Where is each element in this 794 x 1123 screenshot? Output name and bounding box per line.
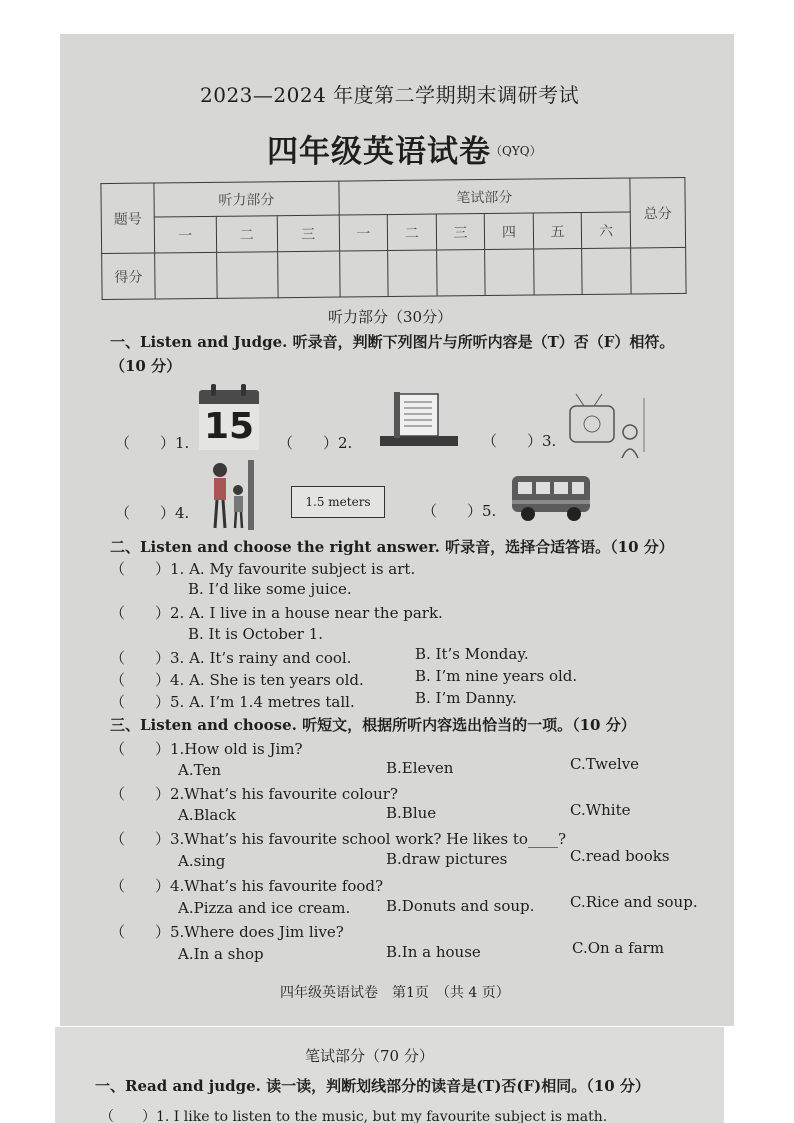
- part3-title: 三、Listen and choose. 听短文，根据所听内容选出恰当的一项。（10 分）: [110, 716, 636, 734]
- part2-q4-a: （ ）4. A. She is ten years old.: [110, 671, 364, 689]
- score-cell[interactable]: [155, 252, 217, 299]
- part3-q1-option-c: C.Twelve: [570, 755, 640, 773]
- score-col-l2: 二: [216, 216, 278, 253]
- part3-q5: （ ）5.Where does Jim live?: [110, 923, 344, 941]
- part1-item-1[interactable]: （ ）1.: [115, 434, 190, 452]
- notebook-on-desk-icon: [378, 388, 460, 452]
- score-cell[interactable]: [278, 251, 340, 298]
- score-col-w4: 四: [484, 213, 533, 250]
- score-table-score-label: 得分: [102, 253, 155, 300]
- part3-q3-option-b: B.draw pictures: [386, 850, 508, 868]
- part2-q4-b: B. I’m nine years old.: [415, 667, 578, 685]
- part3-q4: （ ）4.What’s his favourite food?: [110, 877, 384, 895]
- measuring-height-icon: [206, 458, 260, 532]
- score-cell[interactable]: [216, 252, 278, 299]
- exam-page-1: [60, 34, 734, 1026]
- kids-watching-tv-icon: [564, 392, 654, 462]
- part3-q1: （ ）1.How old is Jim?: [110, 740, 303, 758]
- score-cell[interactable]: [485, 249, 534, 296]
- part3-q5-option-b: B.In a house: [386, 943, 481, 961]
- score-col-w2: 二: [387, 214, 436, 251]
- part1-item-2[interactable]: （ ）2.: [278, 434, 353, 452]
- score-cell[interactable]: [339, 251, 388, 298]
- score-cell[interactable]: [631, 247, 686, 294]
- part2-q3-a: （ ）3. A. It’s rainy and cool.: [110, 649, 352, 667]
- writing-heading: 笔试部分（70 分）: [305, 1047, 434, 1065]
- paper-title: 四年级英语试卷: [267, 134, 491, 170]
- part3-q3-option-c: C.read books: [570, 847, 670, 865]
- part1-title: 一、Listen and Judge. 听录音，判断下列图片与所听内容是（T）否（F）相符。（10 分）: [110, 333, 675, 375]
- score-cell[interactable]: [582, 248, 631, 295]
- part3-q4-option-b: B.Donuts and soup.: [386, 897, 535, 915]
- part3-q2: （ ）2.What’s his favourite colour?: [110, 785, 398, 803]
- score-col-l1: 一: [154, 216, 216, 253]
- part3-q2-option-a: A.Black: [178, 806, 236, 824]
- part2-q1-b: B. I’d like some juice.: [188, 580, 352, 598]
- part3-q4-option-c: C.Rice and soup.: [570, 893, 698, 911]
- score-table-listening-label: 听力部分: [154, 181, 339, 217]
- part2-q2-a: （ ）2. A. I live in a house near the park.: [110, 604, 443, 622]
- score-col-w1: 一: [339, 215, 388, 252]
- score-table: [100, 177, 686, 300]
- score-table-writing-label: 笔试部分: [338, 178, 630, 215]
- score-cell[interactable]: [436, 250, 485, 297]
- part2-q3-b: B. It’s Monday.: [415, 645, 529, 663]
- part3-q2-option-b: B.Blue: [386, 804, 437, 822]
- score-table-total-label: 总分: [630, 177, 686, 248]
- page-footer: 四年级英语试卷 第1页 （共 4 页）: [280, 985, 510, 1001]
- paper-code: （QYQ）: [490, 144, 542, 158]
- page2-part1-title: 一、Read and judge. 读一读，判断划线部分的读音是(T)否(F)相同。（10 分）: [95, 1077, 650, 1095]
- score-col-w5: 五: [533, 213, 582, 250]
- part3-q4-option-a: A.Pizza and ice cream.: [178, 899, 351, 917]
- listening-heading: 听力部分（30分）: [328, 308, 453, 326]
- height-label-box: 1.5 meters: [291, 486, 385, 518]
- part1-item-3[interactable]: （ ）3.: [482, 432, 557, 450]
- part3-q5-option-a: A.In a shop: [178, 945, 264, 963]
- part2-q2-b: B. It is October 1.: [188, 625, 324, 643]
- part1-item-5[interactable]: （ ）5.: [422, 502, 497, 520]
- part3-q3: （ ）3.What’s his favourite school work? He likes to____?: [110, 830, 566, 848]
- exam-page-2: [55, 1027, 724, 1123]
- calendar-icon: 15: [199, 390, 259, 450]
- score-table-question-label: 题号: [101, 183, 155, 254]
- score-col-w3: 三: [436, 214, 485, 251]
- score-col-w6: 六: [582, 212, 631, 249]
- part2-q1-a: （ ）1. A. My favourite subject is art.: [110, 560, 416, 578]
- part2-q5-b: B. I’m Danny.: [415, 689, 517, 707]
- part2-q5-a: （ ）5. A. I’m 1.4 metres tall.: [110, 693, 355, 711]
- score-cell[interactable]: [533, 249, 582, 296]
- part3-q2-option-c: C.White: [570, 801, 631, 819]
- part1-item-4[interactable]: （ ）4.: [115, 504, 190, 522]
- exam-title: 2023—2024 年度第二学期期末调研考试: [200, 83, 580, 107]
- score-col-l3: 三: [277, 215, 339, 252]
- part2-title: 二、Listen and choose the right answer. 听录音，选择合适答语。（10 分）: [110, 538, 674, 556]
- score-cell[interactable]: [388, 250, 437, 297]
- school-bus-icon: [508, 468, 594, 524]
- part3-q3-option-a: A.sing: [178, 852, 226, 870]
- part3-q5-option-c: C.On a farm: [572, 939, 665, 957]
- part3-q1-option-b: B.Eleven: [386, 759, 454, 777]
- page2-q1: （ ）1. I like to listen to the music, but my favourite subject is math.: [100, 1109, 608, 1123]
- part3-q1-option-a: A.Ten: [178, 761, 221, 779]
